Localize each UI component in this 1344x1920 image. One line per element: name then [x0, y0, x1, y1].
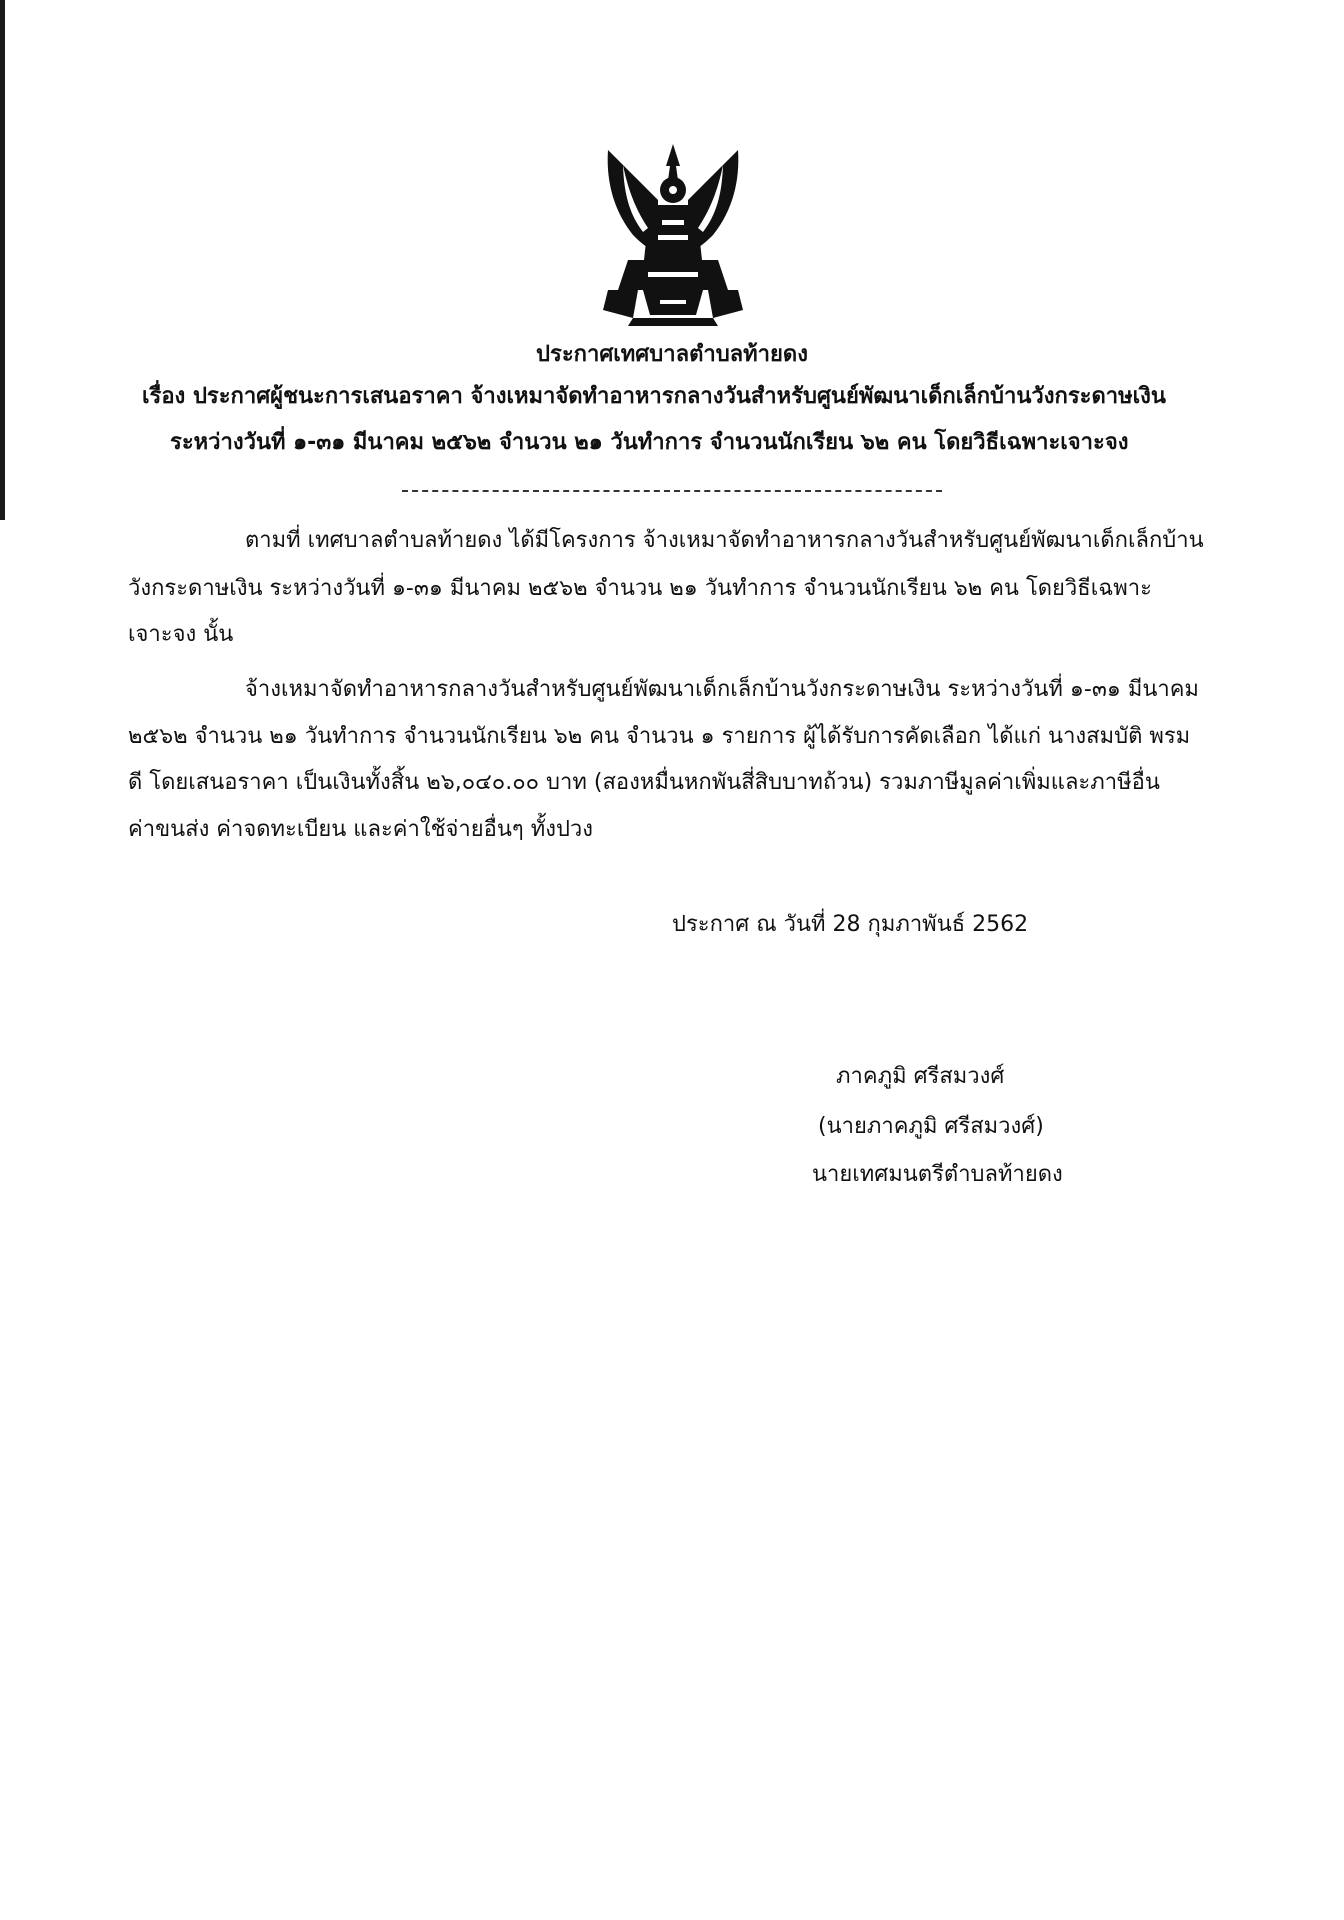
- paragraph-2-line-2: ๒๕๖๒ จำนวน ๒๑ วันทำการ จำนวนนักเรียน ๖๒ คน จำนวน ๑ รายการ ผู้ได้รับการคัดเลือก ได้แก่ นางสมบัติ พรม: [128, 724, 1191, 749]
- announcement-date: ประกาศ ณ วันที่ 28 กุมภาพันธ์ 2562: [672, 912, 1029, 937]
- document-title: ประกาศเทศบาลตำบลท้ายดง: [536, 342, 808, 367]
- paragraph-1-line-1: ตามที่ เทศบาลตำบลท้ายดง ได้มีโครงการ จ้างเหมาจัดทำอาหารกลางวันสำหรับศูนย์พัฒนาเด็กเล็กบ้าน: [245, 528, 1204, 553]
- subject-line-2: ระหว่างวันที่ ๑-๓๑ มีนาคม ๒๕๖๒ จำนวน ๒๑ วันทำการ จำนวนนักเรียน ๖๒ คน โดยวิธีเฉพาะเจาะจง: [170, 430, 1129, 455]
- subject-line-1: เรื่อง ประกาศผู้ชนะการเสนอราคา จ้างเหมาจัดทำอาหารกลางวันสำหรับศูนย์พัฒนาเด็กเล็กบ้านวังกระดาษเงิน: [142, 384, 1166, 409]
- signatory-position: นายเทศมนตรีตำบลท้ายดง: [812, 1162, 1063, 1187]
- paragraph-1-line-2: วังกระดาษเงิน ระหว่างวันที่ ๑-๓๑ มีนาคม ๒๕๖๒ จำนวน ๒๑ วันทำการ จำนวนนักเรียน ๖๒ คน โดยวิธีเฉพาะ: [128, 576, 1152, 601]
- divider: [402, 490, 942, 492]
- paragraph-2-line-3: ดี โดยเสนอราคา เป็นเงินทั้งสิ้น ๒๖,๐๔๐.๐๐ บาท (สองหมื่นหกพันสี่สิบบาทถ้วน) รวมภาษีมูลค่าเพิ่มและภาษีอื่น: [128, 770, 1160, 795]
- paragraph-2-line-1: จ้างเหมาจัดทำอาหารกลางวันสำหรับศูนย์พัฒนาเด็กเล็กบ้านวังกระดาษเงิน ระหว่างวันที่ ๑-๓๑ มีนาคม: [245, 677, 1199, 702]
- garuda-emblem-icon: [588, 140, 758, 330]
- paragraph-1-line-3: เจาะจง นั้น: [128, 622, 234, 647]
- scan-edge: [0, 0, 5, 520]
- signatory-name: (นายภาคภูมิ ศรีสมวงศ์): [818, 1114, 1044, 1139]
- signature: ภาคภูมิ ศรีสมวงศ์: [836, 1064, 1005, 1089]
- paragraph-2-line-4: ค่าขนส่ง ค่าจดทะเบียน และค่าใช้จ่ายอื่นๆ ทั้งปวง: [128, 817, 594, 842]
